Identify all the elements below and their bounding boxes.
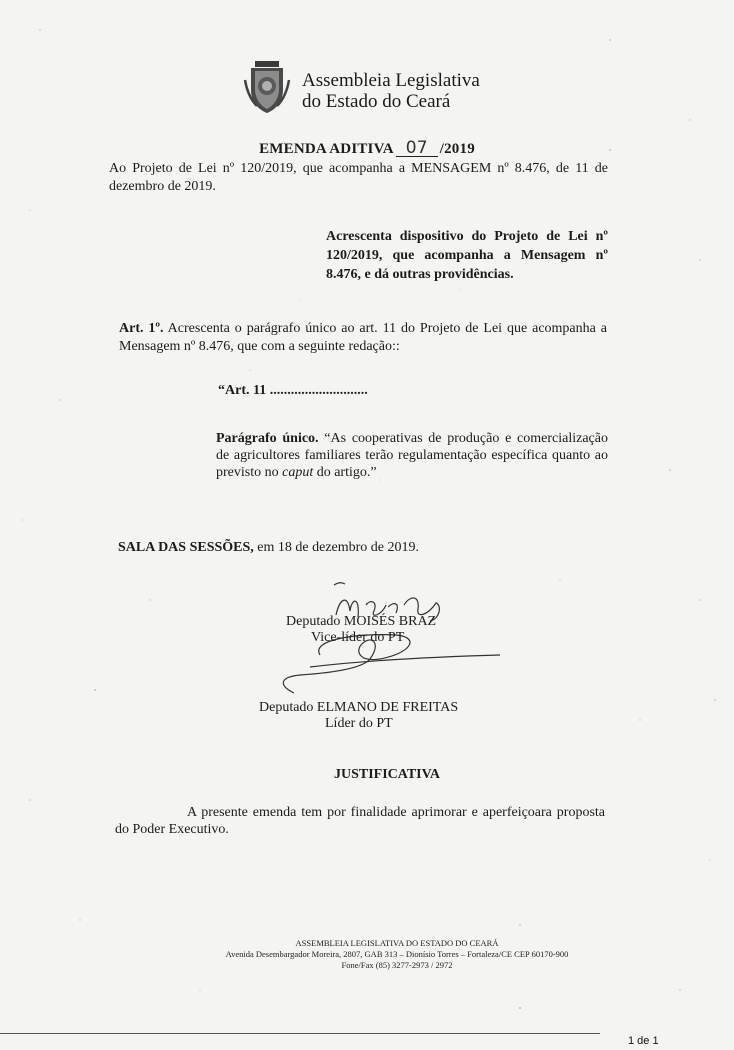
paragrafo-unico [216, 430, 608, 481]
article-11: “Art. 11 ............................ [218, 383, 368, 398]
signature-block-1 [286, 614, 436, 646]
page-number: 1 de 1 [628, 1035, 659, 1047]
signatory-2-name: Deputado ELMANO DE FREITAS [259, 700, 459, 715]
institution-name [302, 70, 480, 112]
document-title [0, 140, 734, 158]
sala-label: SALA DAS SESSÕES, [118, 540, 254, 555]
title-prefix: EMENDA ADITIVA [259, 141, 394, 157]
paragrafo-label: Parágrafo único. [216, 431, 319, 446]
sala-date: em 18 de dezembro de 2019. [253, 540, 420, 555]
title-year: /2019 [439, 141, 475, 157]
paragrafo-text-1: “As cooperativas de produção e comercialização de agricultores familiares terão regulamentação específica quanto ao previsto no [216, 431, 608, 480]
footer-line-1: ASSEMBLEIA LEGISLATIVA DO ESTADO DO CEARÁ [295, 938, 499, 948]
signatory-2-role: Líder do PT [325, 716, 393, 731]
intro-paragraph: Ao Projeto de Lei nº 120/2019, que acompanha a MENSAGEM nº 8.476, de 11 de dezembro de 2019. [109, 161, 608, 194]
paragrafo-caput: caput [282, 465, 314, 480]
article-1-text: Acrescenta o parágrafo único ao art. 11 do Projeto de Lei que acompanha a Mensagem nº 8.476, que com a seguinte redação:: [119, 321, 607, 354]
signatory-1-role: Vice-líder do PT [311, 630, 405, 645]
paragrafo-text-2: do artigo.” [313, 465, 377, 480]
footer-divider [0, 1033, 600, 1034]
signatory-1-name: Deputado MOISÉS BRAZ [286, 614, 437, 629]
footer-line-3: Fone/Fax (85) 3277-2973 / 2972 [341, 960, 453, 970]
sala-das-sessoes [118, 540, 419, 556]
footer-line-2: Avenida Desembargador Moreira, 2807, GAB 313 – Dionísio Torres – Fortaleza/CE CEP 60170-900 [225, 949, 569, 959]
article-1 [119, 320, 607, 356]
handwritten-amendment-number: 07 [396, 140, 438, 157]
justificativa-title: JUSTIFICATIVA [333, 767, 441, 782]
coat-of-arms-logo [243, 60, 291, 114]
article-1-label: Art. 1º. [119, 321, 164, 336]
footer-address [0, 938, 734, 971]
institution-line-2: do Estado do Ceará [302, 91, 451, 112]
justificativa-text: A presente emenda tem por finalidade aprimorar e aperfeiçoara proposta do Poder Executivo. [115, 805, 605, 837]
ementa: Acrescenta dispositivo do Projeto de Lei nº 120/2019, que acompanha a Mensagem nº 8.476, e dá outras providências. [326, 229, 608, 282]
institution-line-1: Assembleia Legislativa [302, 70, 480, 91]
signature-block-2 [259, 700, 458, 732]
